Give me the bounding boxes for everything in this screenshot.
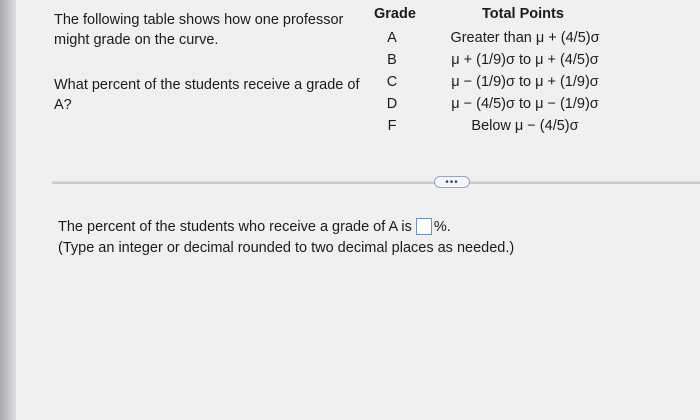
points-cell: μ + (1/9)σ to μ + (4/5)σ bbox=[451, 52, 599, 68]
section-divider bbox=[52, 181, 700, 184]
question-prompt: What percent of the students receive a grade of A? bbox=[54, 77, 360, 113]
grade-cell: B bbox=[387, 52, 397, 68]
points-column-header: Total Points bbox=[482, 6, 564, 22]
grade-cell: D bbox=[386, 96, 398, 112]
more-options-button[interactable]: ••• bbox=[434, 176, 470, 188]
answer-prefix: The percent of the students who receive a grade of A is bbox=[58, 218, 412, 235]
answer-sentence bbox=[58, 218, 451, 235]
points-cell: Below μ − (4/5)σ bbox=[471, 118, 579, 134]
question-panel bbox=[16, 0, 700, 420]
grade-cell: F bbox=[387, 118, 397, 134]
points-cell: Greater than μ + (4/5)σ bbox=[450, 30, 600, 46]
grade-column-header: Grade bbox=[374, 6, 416, 22]
points-cell: μ − (4/5)σ to μ − (1/9)σ bbox=[451, 96, 599, 112]
answer-suffix: %. bbox=[433, 218, 451, 235]
grade-cell: C bbox=[386, 74, 398, 90]
answer-format-hint: (Type an integer or decimal rounded to two decimal places as needed.) bbox=[58, 240, 515, 256]
question-intro: The following table shows how one professor might grade on the curve. bbox=[54, 12, 344, 48]
grade-cell: A bbox=[387, 30, 397, 46]
percent-answer-input[interactable] bbox=[416, 218, 432, 235]
points-cell: μ − (1/9)σ to μ + (1/9)σ bbox=[451, 74, 599, 90]
